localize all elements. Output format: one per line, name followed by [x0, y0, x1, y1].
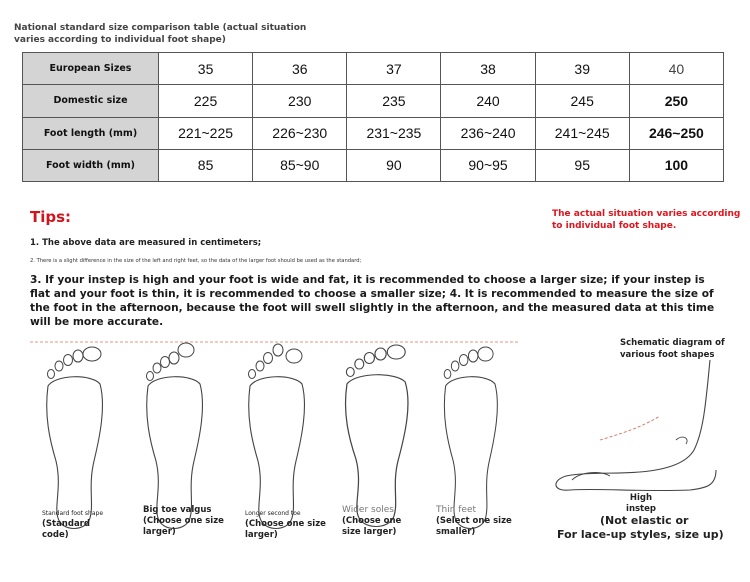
foot-side-view	[556, 360, 716, 491]
row-header: Domestic size	[23, 85, 159, 117]
table-cell: 221~225	[159, 117, 253, 149]
table-cell: 245	[535, 85, 629, 117]
table-cell: 246~250	[629, 117, 723, 149]
table-row	[23, 117, 724, 149]
table-cell: 100	[629, 149, 723, 181]
table-row	[23, 53, 724, 85]
table-cell: 241~245	[535, 117, 629, 149]
table-cell: 90~95	[441, 149, 535, 181]
schematic-title: Schematic diagram of various foot shapes	[620, 338, 725, 360]
row-header: Foot length (mm)	[23, 117, 159, 149]
table-row	[23, 149, 724, 181]
foot-label-longer-second-toe: Longer second toe (Choose one size larger)	[245, 510, 326, 540]
tip-1: 1. The above data are measured in centimeters;	[30, 238, 262, 248]
row-header: Foot width (mm)	[23, 149, 159, 181]
foot-label-standard: Standard foot shape (Standard code)	[42, 510, 104, 540]
table-cell: 250	[629, 85, 723, 117]
red-note: The actual situation varies according to individual foot shape.	[552, 209, 741, 231]
table-cell: 236~240	[441, 117, 535, 149]
table-cell: 36	[253, 53, 347, 85]
table-caption: National standard size comparison table (actual situation varies according to individual foot shape)	[14, 23, 307, 45]
table-cell: 40	[629, 53, 723, 85]
foot-standard	[47, 347, 103, 529]
foot-big-toe-valgus	[147, 343, 203, 529]
table-cell: 225	[159, 85, 253, 117]
table-cell: 90	[347, 149, 441, 181]
table-cell: 240	[441, 85, 535, 117]
table-cell: 38	[441, 53, 535, 85]
table-cell: 85	[159, 149, 253, 181]
foot-longer-second-toe	[249, 344, 305, 529]
size-table	[22, 52, 724, 182]
foot-thin	[444, 347, 497, 529]
table-cell: 230	[253, 85, 347, 117]
table-cell: 235	[347, 85, 441, 117]
foot-label-thin: Thin feet (Select one size smaller)	[436, 505, 512, 537]
table-cell: 85~90	[253, 149, 347, 181]
foot-label-wider-soles: Wider soles (Choose one size larger)	[342, 505, 402, 537]
table-cell: 226~230	[253, 117, 347, 149]
table-cell: 37	[347, 53, 441, 85]
tip-2: 2. There is a slight difference in the size of the left and right feet, so the data of the larger foot should be used as the standard;	[30, 258, 362, 264]
table-row	[23, 85, 724, 117]
high-instep-label: High instep	[626, 493, 656, 514]
table-cell: 231~235	[347, 117, 441, 149]
tip-3: 3. If your instep is high and your foot is wide and fat, it is recommended to choose a larger size; if your instep is flat and your foot is thin, it is recommended to choose a smaller size; 4. It is recommended to measure the size of the foot in the afternoon, because the foot will swell slightly in the afternoon, and the measured data at this time will be more accurate.	[30, 274, 715, 328]
table-cell: 39	[535, 53, 629, 85]
tips-title: Tips:	[30, 208, 72, 226]
foot-wider-soles	[346, 345, 408, 527]
high-instep-note-2: For lace-up styles, size up)	[557, 528, 724, 541]
table-cell: 35	[159, 53, 253, 85]
high-instep-note-1: (Not elastic or	[600, 514, 689, 527]
foot-label-big-toe-valgus: Big toe valgus (Choose one size larger)	[143, 505, 224, 537]
table-cell: 95	[535, 149, 629, 181]
row-header: European Sizes	[23, 53, 159, 85]
